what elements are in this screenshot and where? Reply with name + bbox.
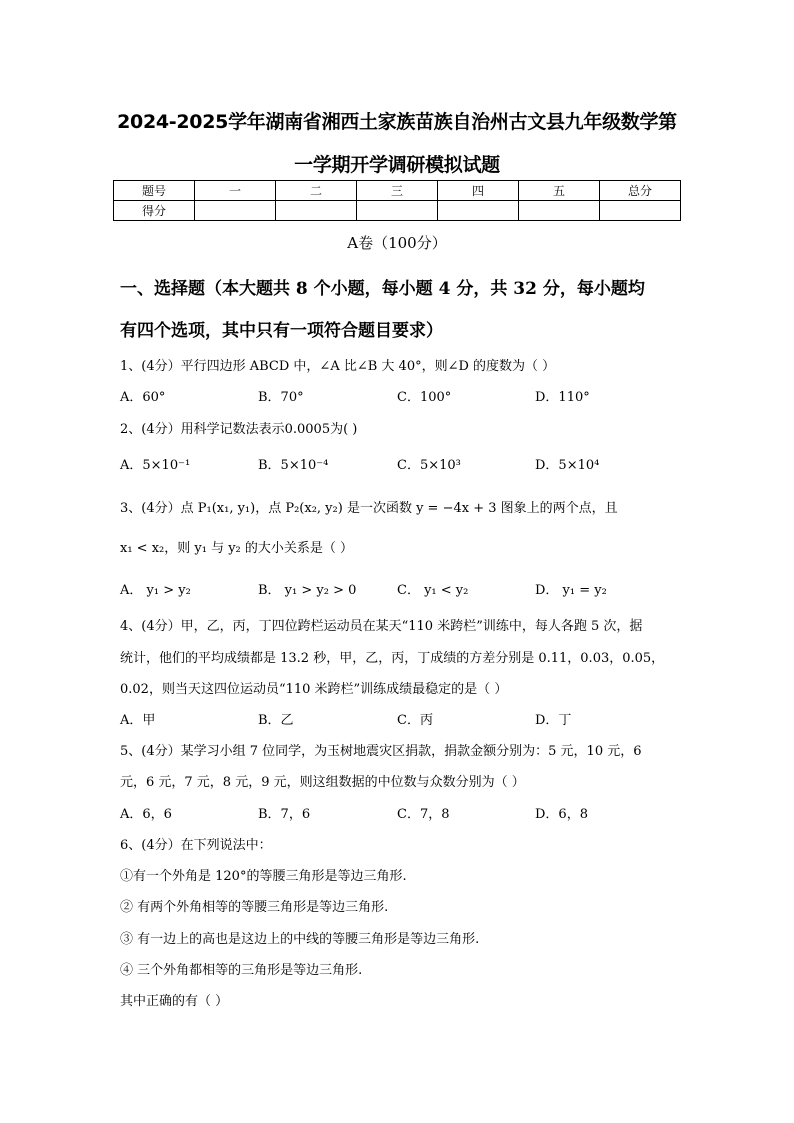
score-cell: 三 <box>357 181 438 201</box>
question-4-option-c: C．丙 <box>397 713 433 728</box>
question-2-option-a: A．5×10⁻¹ <box>120 458 191 473</box>
score-input-cell <box>276 201 357 221</box>
score-cell: 得分 <box>114 201 195 221</box>
question-5-line1: 5、(4分）某学习小组 7 位同学，为玉树地震灾区捐款，捐款金额分别为：5 元，10 元，6 <box>120 744 642 759</box>
question-4-line1: 4、(4分）甲，乙，丙，丁四位跨栏运动员在某天“110 米跨栏”训练中，每人各跑 5 次，据 <box>120 619 643 634</box>
question-1-option-b: B．70° <box>258 390 304 405</box>
score-cell: 四 <box>438 181 519 201</box>
question-3-option-b: B． y₁ > y₂ > 0 <box>258 583 357 598</box>
score-cell: 题号 <box>114 181 195 201</box>
question-2-option-c: C．5×10³ <box>397 458 461 473</box>
section1-heading-line2: 有四个选项，其中只有一项符合题目要求） <box>120 321 443 341</box>
score-input-cell <box>519 201 600 221</box>
question-3-option-d: D． y₁ = y₂ <box>535 583 607 598</box>
question-3-option-c: C． y₁ < y₂ <box>397 583 469 598</box>
question-4-option-a: A．甲 <box>120 713 156 728</box>
score-cell: 二 <box>276 181 357 201</box>
question-5-option-d: D．6，8 <box>535 807 588 822</box>
question-6-statement-2: ② 有两个外角相等的等腰三角形是等边三角形. <box>120 900 389 915</box>
question-4-option-b: B．乙 <box>258 713 294 728</box>
question-4-line2: 统计，他们的平均成绩都是 13.2 秒，甲，乙，丙，丁成绩的方差分别是 0.11，0.03，0.05， <box>120 651 665 666</box>
section1-heading-line1: 一、选择题（本大题共 8 个小题，每小题 4 分，共 32 分，每小题均 <box>120 279 645 299</box>
question-3-option-a: A． y₁ > y₂ <box>120 583 191 598</box>
score-cell: 总分 <box>600 181 681 201</box>
question-5-line2: 元，6 元，7 元，8 元，9 元，则这组数据的中位数与众数分别为（ ） <box>120 775 525 790</box>
question-6-statement-1: ①有一个外角是 120°的等腰三角形是等边三角形. <box>120 869 407 884</box>
question-1-option-c: C．100° <box>397 390 452 405</box>
score-input-cell <box>438 201 519 221</box>
question-2-stem: 2、(4分）用科学记数法表示0.0005为( ) <box>120 422 358 437</box>
question-4-option-d: D．丁 <box>535 713 572 728</box>
question-3-stem-line2: x₁ < x₂，则 y₁ 与 y₂ 的大小关系是（ ） <box>120 541 354 556</box>
score-table <box>113 180 681 221</box>
question-5-option-c: C．7，8 <box>397 807 450 822</box>
question-6-ask: 其中正确的有（ ） <box>120 994 229 1009</box>
question-4-line3: 0.02，则当天这四位运动员“110 米跨栏”训练成绩最稳定的是（ ） <box>120 682 508 697</box>
question-3-stem: 3、(4分）点 P₁(x₁, y₁)，点 P₂(x₂, y₂) 是一次函数 y = −4x + 3 图象上的两个点，且 <box>120 501 618 516</box>
question-1-option-a: A．60° <box>120 390 166 405</box>
question-6-stem: 6、(4分）在下列说法中： <box>120 838 272 853</box>
volume-heading: A卷（100分） <box>347 234 447 252</box>
exam-title-line2: 一学期开学调研模拟试题 <box>294 154 500 176</box>
question-5-option-a: A．6，6 <box>120 807 172 822</box>
exam-title-line1: 2024-2025学年湖南省湘西土家族苗族自治州古文县九年级数学第 <box>117 111 677 133</box>
score-table-header-row <box>114 181 681 201</box>
score-cell: 五 <box>519 181 600 201</box>
score-table-score-row <box>114 201 681 221</box>
question-1-stem: 1、(4分）平行四边形 ABCD 中，∠A 比∠B 大 40°，则∠D 的度数为（ ） <box>120 359 556 374</box>
question-2-option-d: D．5×10⁴ <box>535 458 600 473</box>
score-input-cell <box>600 201 681 221</box>
question-1-option-d: D．110° <box>535 390 590 405</box>
score-input-cell <box>195 201 276 221</box>
score-cell: 一 <box>195 181 276 201</box>
question-6-statement-3: ③ 有一边上的高也是这边上的中线的等腰三角形是等边三角形. <box>120 932 480 947</box>
question-5-option-b: B．7，6 <box>258 807 311 822</box>
question-6-statement-4: ④ 三个外角都相等的三角形是等边三角形. <box>120 963 363 978</box>
question-2-option-b: B．5×10⁻⁴ <box>258 458 329 473</box>
score-input-cell <box>357 201 438 221</box>
